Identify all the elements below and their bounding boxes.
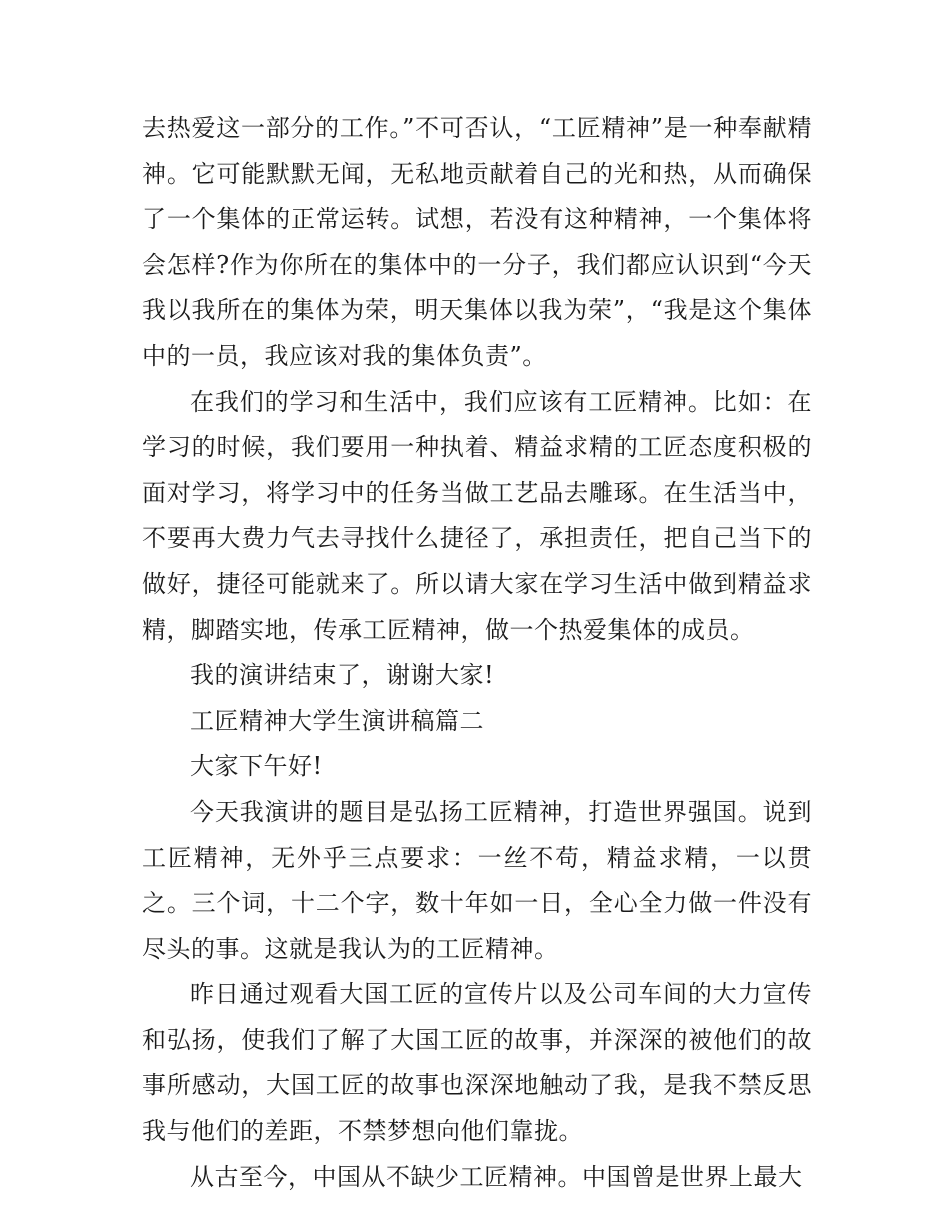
paragraph-great-craftsmen: 昨日通过观看大国工匠的宣传片以及公司车间的大力宣传和弘扬，使我们了解了大国工匠的故事，并深深的被他们的故事所感动，大国工匠的故事也深深地触动了我，是我不禁反思我与他们的差距，不禁梦想向他们靠拢。 (142, 980, 812, 1146)
paragraph-ancient-to-modern: 从古至今，中国从不缺少工匠精神。中国曾是世界上最大 (190, 1162, 803, 1191)
paragraph-speech-topic: 今天我演讲的题目是弘扬工匠精神，打造世界强国。说到工匠精神，无外乎三点要求：一丝不苟，精益求精，一以贯之。三个词，十二个字，数十年如一日，全心全力做一件没有尽头的事。这就是我认为的工匠精神。 (142, 797, 812, 963)
section-heading-speech-two: 工匠精神大学生演讲稿篇二 (190, 706, 484, 735)
paragraph-closing-thanks: 我的演讲结束了，谢谢大家! (190, 661, 495, 690)
paragraph-study-and-life: 在我们的学习和生活中，我们应该有工匠精神。比如：在学习的时候，我们要用一种执着、精益求精的工匠态度积极的面对学习，将学习中的任务当做工艺品去雕琢。在生活当中，不要再大费力气去寻找什么捷径了，承担责任，把自己当下的做好，捷径可能就来了。所以请大家在学习生活中做到精益求精，脚踏实地，传承工匠精神，做一个热爱集体的成员。 (142, 387, 812, 644)
document-page (142, 106, 812, 1200)
paragraph-continued-dedication: 去热爱这一部分的工作。”不可否认，“工匠精神”是一种奉献精神。它可能默默无闻，无私地贡献着自己的光和热，从而确保了一个集体的正常运转。试想，若没有这种精神，一个集体将会怎样?作为你所在的集体中的一分子，我们都应认识到“今天我以我所在的集体为荣，明天集体以我为荣”，“我是这个集体中的一员，我应该对我的集体负责”。 (142, 114, 812, 370)
paragraph-greeting: 大家下午好! (190, 752, 323, 781)
